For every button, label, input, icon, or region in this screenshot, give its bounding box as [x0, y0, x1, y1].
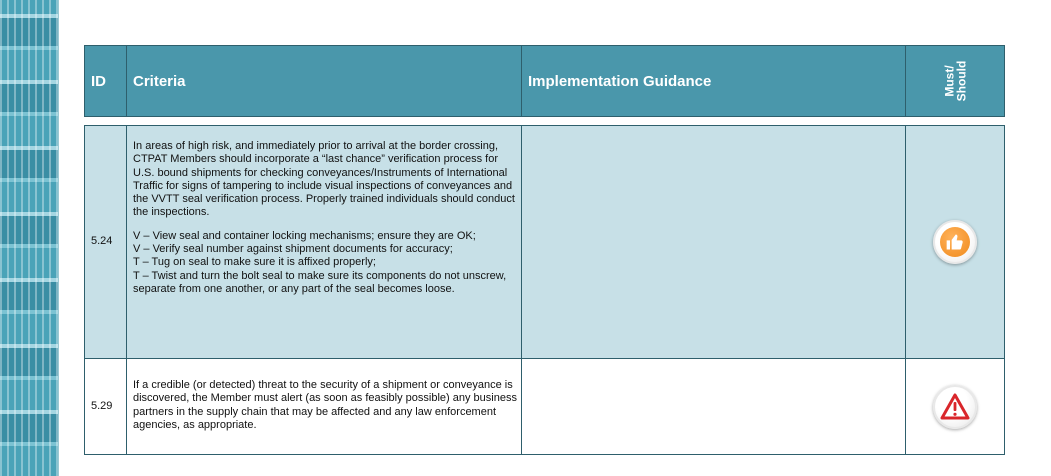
criteria-paragraph: In areas of high risk, and immediately prior to arrival at the border crossing, CTPAT Members should incorporate a “last chance” verification process for U.S. bound shipments for checking conveyances/Instruments of International Traffic for signs of tampering to include visual inspections of conveyances and the VVTT seal verification process. Properly trained individuals should conduct the inspections.: [133, 140, 515, 219]
shipping-container-photo-strip: [0, 0, 59, 476]
list-item: V – Verify seal number against shipment documents for accuracy;: [133, 243, 453, 256]
header-criteria: Criteria: [127, 46, 522, 116]
row-criteria: [127, 359, 522, 454]
must-badge: [933, 385, 977, 429]
must-should-label: [943, 61, 967, 102]
row-id: 5.24: [85, 126, 127, 358]
criteria-table: [84, 45, 1005, 455]
row-requirement-level: [906, 359, 1004, 454]
row-requirement-level: [906, 126, 1004, 358]
row-criteria: [127, 126, 522, 358]
row-implementation-guidance: [522, 359, 906, 454]
warning-triangle-icon: [940, 393, 970, 421]
header-id: ID: [85, 46, 127, 116]
vvtt-steps-list: [133, 230, 517, 296]
list-item: T – Twist and turn the bolt seal to make sure its components do not unscrew, separate from one another, or any part of the seal becomes loose.: [133, 269, 507, 295]
list-item: T – Tug on seal to make sure it is affixed properly;: [133, 256, 376, 269]
should-badge: [933, 220, 977, 264]
must-label-line1: Must/: [941, 65, 956, 97]
header-implementation-guidance: Implementation Guidance: [522, 46, 906, 116]
header-must-should: [906, 46, 1004, 116]
row-id: 5.29: [85, 359, 127, 454]
must-label-line2: Should: [953, 60, 968, 102]
criteria-paragraph: If a credible (or detected) threat to the security of a shipment or conveyance is discovered, the Member must alert (as soon as feasibly possible) any business partners in the supply chain that may be affected and any law enforcement agencies, as appropriate.: [133, 379, 517, 431]
table-row: [84, 125, 1005, 359]
list-item: V – View seal and container locking mechanisms; ensure they are OK;: [133, 229, 476, 242]
row-implementation-guidance: [522, 126, 906, 358]
header-gap: [84, 117, 1005, 125]
table-header: [84, 45, 1005, 117]
thumbs-up-icon: [945, 232, 965, 252]
table-row: [84, 359, 1005, 455]
